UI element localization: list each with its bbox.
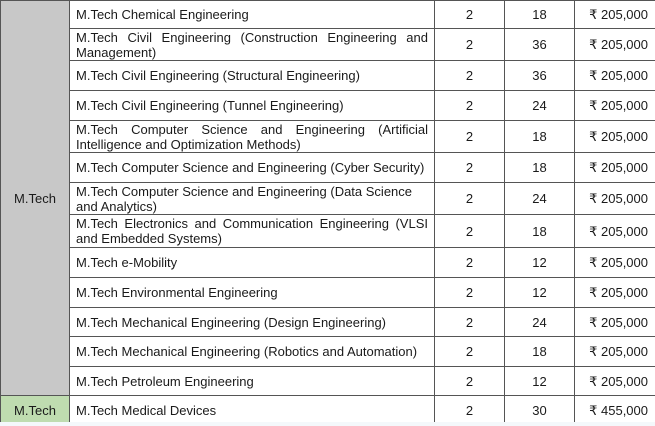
seats-cell: 24: [505, 308, 575, 337]
table-row: [1, 91, 655, 121]
program-cell: M.Tech Civil Engineering (Structural Engineering): [70, 61, 435, 91]
seats-cell: 30: [505, 396, 575, 425]
table-row: [1, 121, 655, 153]
duration-cell: 2: [435, 1, 505, 29]
duration-cell: 2: [435, 121, 505, 153]
duration-cell: 2: [435, 396, 505, 425]
program-cell: M.Tech Petroleum Engineering: [70, 367, 435, 396]
duration-cell: 2: [435, 61, 505, 91]
table-row: [1, 61, 655, 91]
program-cell: M.Tech Civil Engineering (Construction Engineering and Management): [70, 29, 435, 61]
program-cell: M.Tech Chemical Engineering: [70, 1, 435, 29]
duration-cell: 2: [435, 153, 505, 183]
degree-cell: M.Tech: [1, 396, 70, 425]
duration-cell: 2: [435, 91, 505, 121]
program-cell: M.Tech Computer Science and Engineering (Artificial Intelligence and Optimization Methods): [70, 121, 435, 153]
table-row: [1, 308, 655, 337]
duration-cell: 2: [435, 367, 505, 396]
fee-cell: ₹ 205,000: [575, 183, 655, 215]
seats-cell: 18: [505, 121, 575, 153]
duration-cell: 2: [435, 278, 505, 308]
fee-cell: ₹ 205,000: [575, 1, 655, 29]
seats-cell: 12: [505, 278, 575, 308]
fee-cell: ₹ 205,000: [575, 215, 655, 248]
table-row: [1, 248, 655, 278]
duration-cell: 2: [435, 308, 505, 337]
fee-cell: ₹ 205,000: [575, 29, 655, 61]
program-cell: M.Tech Computer Science and Engineering (Data Science and Analytics): [70, 183, 435, 215]
seats-cell: 36: [505, 29, 575, 61]
fee-cell: ₹ 205,000: [575, 61, 655, 91]
seats-cell: 12: [505, 248, 575, 278]
duration-cell: 2: [435, 337, 505, 367]
program-cell: M.Tech Computer Science and Engineering (Cyber Security): [70, 153, 435, 183]
seats-cell: 18: [505, 215, 575, 248]
program-cell: M.Tech Environmental Engineering: [70, 278, 435, 308]
fee-cell: ₹ 205,000: [575, 278, 655, 308]
duration-cell: 2: [435, 215, 505, 248]
seats-cell: 36: [505, 61, 575, 91]
table-row: [1, 29, 655, 61]
duration-cell: 2: [435, 248, 505, 278]
fee-cell: ₹ 205,000: [575, 121, 655, 153]
page-edge-strip: [0, 422, 655, 426]
degree-cell: M.Tech: [1, 1, 70, 396]
fee-cell: ₹ 455,000: [575, 396, 655, 425]
seats-cell: 24: [505, 91, 575, 121]
seats-cell: 12: [505, 367, 575, 396]
table-row: [1, 367, 655, 396]
table-row: [1, 215, 655, 248]
program-cell: M.Tech Mechanical Engineering (Design Engineering): [70, 308, 435, 337]
duration-cell: 2: [435, 183, 505, 215]
seats-cell: 18: [505, 153, 575, 183]
program-cell: M.Tech Mechanical Engineering (Robotics and Automation): [70, 337, 435, 367]
duration-cell: 2: [435, 29, 505, 61]
program-cell: M.Tech Medical Devices: [70, 396, 435, 425]
program-cell: M.Tech Civil Engineering (Tunnel Engineering): [70, 91, 435, 121]
fee-cell: ₹ 205,000: [575, 91, 655, 121]
table-row: [1, 183, 655, 215]
table-row: [1, 396, 655, 425]
fee-cell: ₹ 205,000: [575, 308, 655, 337]
table-row: [1, 337, 655, 367]
seats-cell: 18: [505, 1, 575, 29]
fee-cell: ₹ 205,000: [575, 337, 655, 367]
seats-cell: 18: [505, 337, 575, 367]
table-row: [1, 153, 655, 183]
fee-cell: ₹ 205,000: [575, 153, 655, 183]
fee-cell: ₹ 205,000: [575, 367, 655, 396]
fee-cell: ₹ 205,000: [575, 248, 655, 278]
seats-cell: 24: [505, 183, 575, 215]
table-row: [1, 1, 655, 29]
program-cell: M.Tech Electronics and Communication Engineering (VLSI and Embedded Systems): [70, 215, 435, 248]
program-cell: M.Tech e-Mobility: [70, 248, 435, 278]
table-row: [1, 278, 655, 308]
